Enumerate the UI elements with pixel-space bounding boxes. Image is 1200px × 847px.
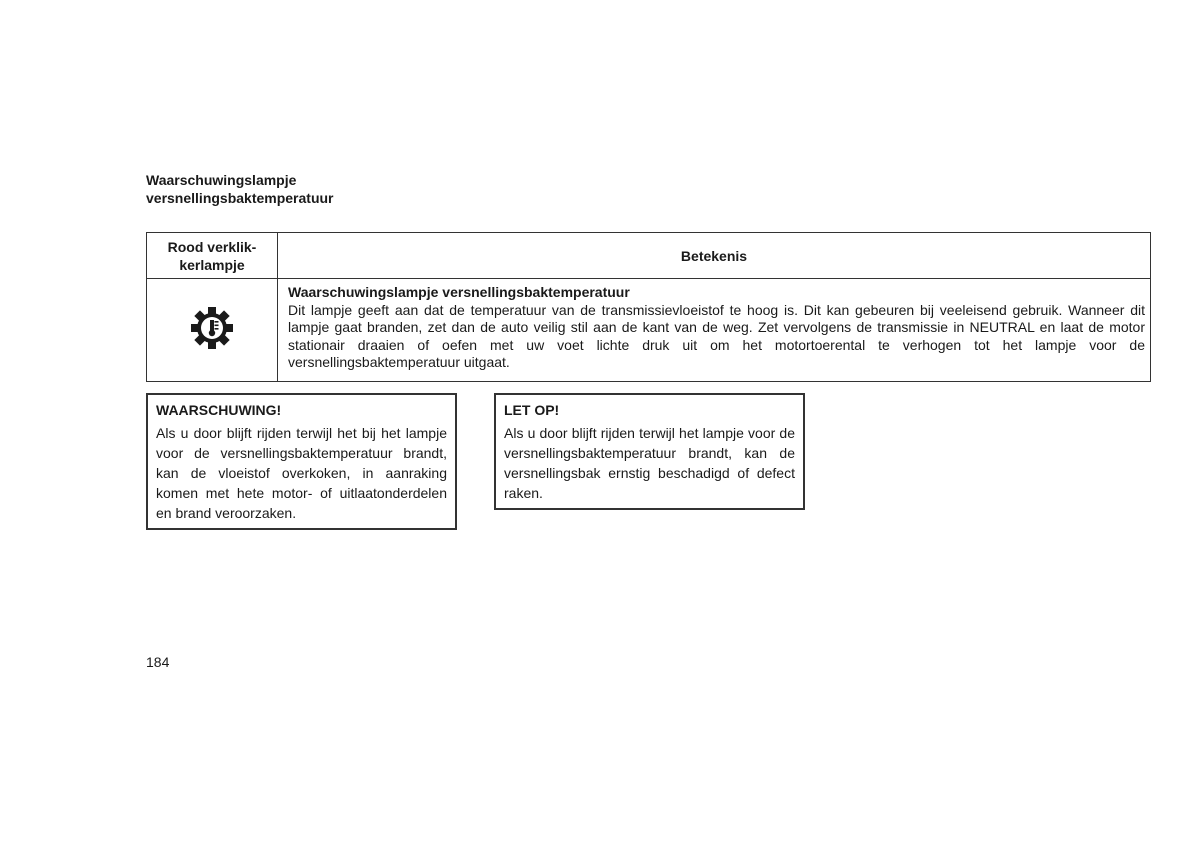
column-header-meaning: Betekenis <box>278 233 1151 279</box>
caution-body: Als u door blijft rijden terwijl het lampje voor de versnellingsbaktemperatuur brandt, kan de versnellingsbak ernstig beschadigd of defect raken. <box>504 425 795 501</box>
warning-lamp-table <box>146 232 1151 382</box>
transmission-temperature-icon <box>188 304 236 352</box>
lamp-icon-cell <box>147 279 278 382</box>
caution-title: LET OP! <box>504 402 560 418</box>
caution-box <box>494 393 805 510</box>
table-row <box>147 279 1151 382</box>
table-header-row <box>147 233 1151 279</box>
section-title-line-2: versnellingsbaktemperatuur <box>146 190 334 206</box>
section-title-line-1: Waarschuwingslampje <box>146 172 297 188</box>
warning-title: WAARSCHUWING! <box>156 402 282 418</box>
warning-body: Als u door blijft rijden terwijl het bij het lampje voor de versnellingsbaktemperatuur brandt, kan de vloeistof overkoken, in aanraking komen met hete motor- of uitlaatonderdelen en brand veroorzaken. <box>156 425 447 521</box>
column-header-lamp: Rood verklik-kerlampje <box>147 233 278 279</box>
lamp-description-heading: Waarschuwingslampje versnellingsbaktemperatuur <box>288 284 630 300</box>
section-title <box>146 171 546 207</box>
lamp-description-cell <box>278 279 1151 382</box>
lamp-description-body: Dit lampje geeft aan dat de temperatuur van de transmissievloeistof te hoog is. Dit kan gebeuren bij veeleisend gebruik. Wanneer dit lampje gaat branden, zet dan de auto veilig stil aan de kant van de weg. Zet vervolgens de transmissie in NEUTRAL en laat de motor stationair draaien of oefen met uw voet lichte druk uit om het motortoerental te verhogen tot het lampje voor de versnellingsbaktemperatuur uitgaat. <box>288 301 1145 370</box>
warning-box <box>146 393 457 530</box>
page-number: 184 <box>146 654 170 670</box>
